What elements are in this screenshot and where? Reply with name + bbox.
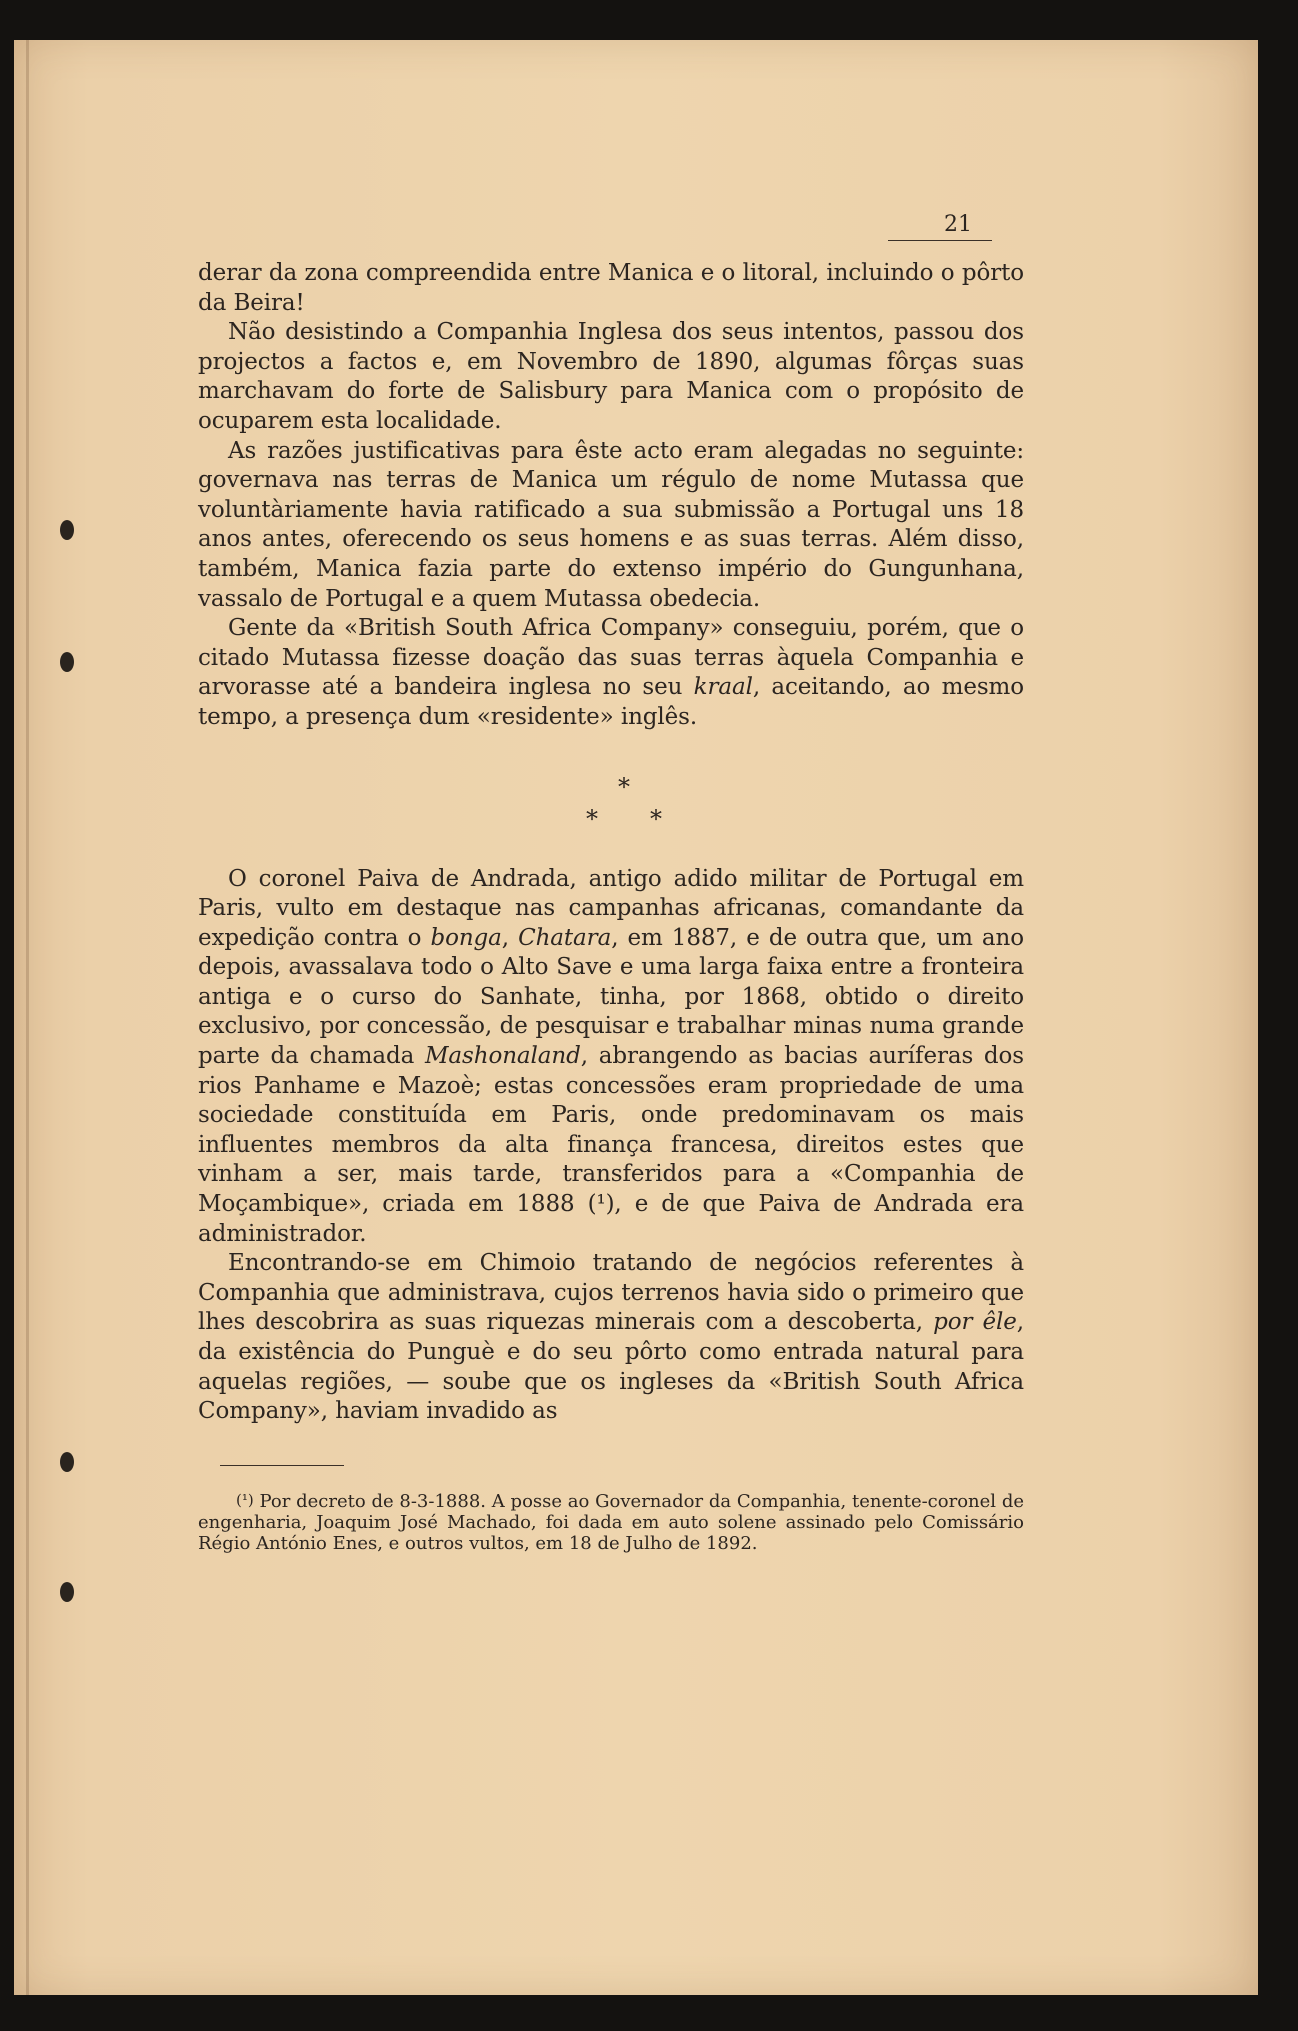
text-block <box>198 212 1024 1554</box>
paragraph-text: , <box>501 924 519 951</box>
italic-term: Mashonaland <box>424 1043 581 1070</box>
paragraph-text: Encontrando-se em Chimoio tratando de negócios referentes à Companhia que administrava, cujos terrenos havia sido o primeiro que lhes descobrira as suas riquezas minerais com a descoberta, <box>198 1250 1024 1336</box>
document-page <box>14 40 1258 1995</box>
paragraph: As razões justificativas para êste acto eram alegadas no seguinte: governava nas terras de Manica um régulo de nome Mutassa que voluntàriamente havia ratificado a sua submissão a Portugal uns 18 anos antes, oferecendo os seus homens e as suas terras. Além disso, também, Manica fazia parte do extenso império do Gungunhana, vassalo de Portugal e a quem Mutassa obedecia. <box>198 437 1024 612</box>
italic-term: kraal <box>693 674 753 701</box>
paragraph <box>198 1249 1024 1427</box>
page-number-rule <box>888 240 992 241</box>
paragraph-text: , em 1887, e de outra que, um ano depois, avassalava todo o Alto Save e uma larga faixa entre a fronteira antiga e o curso do Sanhate, tinha, por 1868, obtido o direito exclusivo, por concessão, de pesquisar e trabalhar minas numa grande parte da chamada <box>198 924 1024 1070</box>
binding-hole <box>60 1452 74 1472</box>
paragraph <box>198 614 1024 732</box>
binding-hole <box>60 1582 74 1602</box>
footnote <box>198 1490 1024 1554</box>
asterisk: * <box>618 772 630 801</box>
italic-term: Chatara <box>518 924 612 951</box>
section-break <box>198 733 1024 865</box>
paragraph-text: O coronel Paiva de Andrada, antigo adido militar de Portugal em Paris, vulto em destaque nas campanhas africanas, comandante da expedição contra o <box>198 865 1024 951</box>
page-number: 21 <box>944 212 972 237</box>
asterisk: * <box>650 804 662 833</box>
asterisk: * <box>586 804 598 833</box>
paragraph: derar da zona compreendida entre Manica e o litoral, incluindo o pôrto da Beira! <box>198 260 1024 316</box>
footnote-text: Por decreto de 8-3-1888. A posse ao Governador da Companhia, tenente-coronel de engenharia, Joaquim José Machado, foi dada em auto solene assinado pelo Comissário Régio António Enes, e outros vultos, em 18 de Julho de 1892. <box>198 1490 1024 1554</box>
paragraph-text: , abrangendo as bacias auríferas dos rios Panhame e Mazoè; estas concessões eram propriedade de uma sociedade constituída em Paris, onde predominavam os mais influentes membros da alta finança francesa, direitos estes que vinham a ser, mais tarde, transferidos para a «Companhia de Moçambique», criada em 1888 (¹), e de que Paiva de Andrada era administrador. <box>198 1043 1024 1247</box>
paragraph-text: , aceitando, ao mesmo tempo, a presença dum «residente» inglês. <box>198 674 1024 730</box>
paragraph-text: , da existência do Punguè e do seu pôrto como entrada natural para aquelas regiões, — soube que os ingleses da «British South Africa Company», haviam invadido as <box>198 1309 1024 1425</box>
footnote-mark: (¹) <box>236 1490 254 1509</box>
footnote-rule <box>220 1465 344 1466</box>
binding-hole <box>60 652 74 672</box>
binding-hole <box>60 520 74 540</box>
paragraph-text: Gente da «British South Africa Company» conseguiu, porém, que o citado Mutassa fizesse doação das suas terras àquela Companhia e arvorasse até a bandeira inglesa no seu <box>198 615 1024 701</box>
paragraph: Não desistindo a Companhia Inglesa dos seus intentos, passou dos projectos a factos e, em Novembro de 1890, algumas fôrças suas marchavam do forte de Salisbury para Manica com o propósito de ocuparem esta localidade. <box>198 319 1024 434</box>
italic-term: bonga <box>430 924 502 951</box>
italic-term: por êle <box>933 1309 1017 1336</box>
paragraph <box>198 865 1024 1250</box>
page-fold <box>26 40 29 1995</box>
